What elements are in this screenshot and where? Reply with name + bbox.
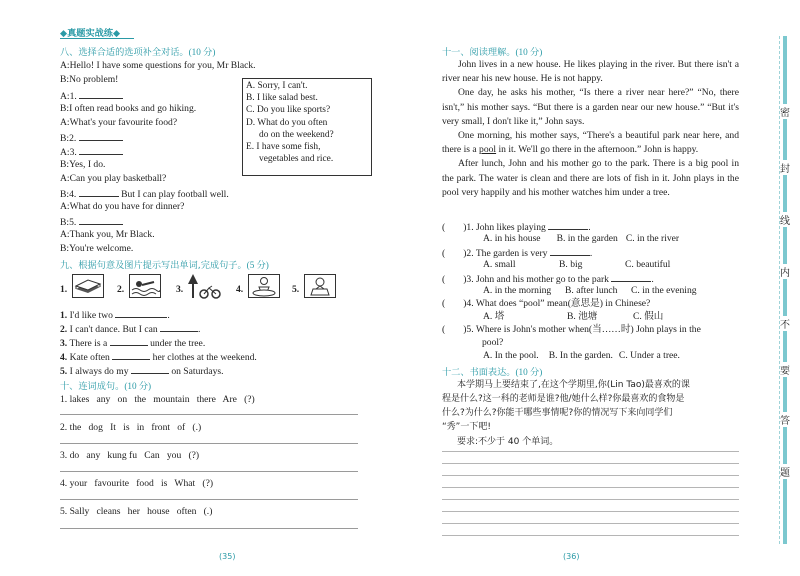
answer-line[interactable] xyxy=(60,528,358,529)
seal-char: 密 xyxy=(780,104,790,119)
writing-line[interactable] xyxy=(442,535,739,536)
pic-label: 1. xyxy=(60,284,68,295)
washing-clothes-picture xyxy=(248,274,280,298)
passage-paragraph: John lives in a new house. He likes playing in the river. But there isn't a river near his new house. He is not happy. xyxy=(442,59,739,85)
question-line: ( )2. The garden is very . xyxy=(442,248,593,259)
writing-line[interactable] xyxy=(442,511,739,512)
answer-blank[interactable] xyxy=(115,308,167,318)
option-a: A. Sorry, I can't. xyxy=(246,81,308,91)
writing-prompt-line: 本学期马上要结束了,在这个学期里,你(Lin Tao)最喜欢的课 xyxy=(457,380,690,390)
pic-label: 2. xyxy=(117,284,125,295)
question-line: ( )1. John likes playing . xyxy=(442,222,591,233)
answer-blank[interactable] xyxy=(79,215,123,225)
answer-blank[interactable] xyxy=(79,89,123,99)
scrambled-sentence: 1. lakes any on the mountain there Are (?) xyxy=(60,394,255,405)
option-d: D. What do you often xyxy=(246,117,328,128)
question-line: ( )5. Where is John's mother when(当……时) John plays in the xyxy=(442,324,701,335)
passage-paragraph: After lunch, John and his mother go to the park. There is a big pool in the park. The water is clean and there are lots of fish in it. John plays in the pool very happily and his mother watches him under a tree. xyxy=(442,158,739,198)
dialogue-line: A:3. xyxy=(60,145,123,159)
answer-blank[interactable] xyxy=(131,364,169,374)
dialogue-line: A:Hello! I have some questions for you, Mr Black. xyxy=(60,60,256,71)
option-row: A. In the pool. B. In the garden. C. Under a tree. xyxy=(483,350,680,361)
dialogue-line: A:Thank you, Mr Black. xyxy=(60,229,155,240)
question-line: ( )3. John and his mother go to the park . xyxy=(442,274,654,285)
answer-blank[interactable] xyxy=(548,220,588,230)
scrambled-sentence: 2. the dog It is in front of (.) xyxy=(60,422,202,433)
dialogue-line: A:1. xyxy=(60,89,123,103)
seal-char: 不 xyxy=(780,316,790,331)
seal-line-sidebar xyxy=(770,0,800,576)
answer-blank[interactable] xyxy=(611,272,651,282)
dialogue-line: B:You're welcome. xyxy=(60,243,134,254)
option-row: A. small B. big C. beautiful xyxy=(483,259,671,270)
writing-prompt-line: 什么?为什么?你能干哪些事情呢?你的情况写下来向同学们 xyxy=(442,408,673,418)
question-line-cont: pool? xyxy=(482,337,504,348)
pic-label: 4. xyxy=(236,284,244,295)
option-row: A. in the morning B. after lunch C. in the evening xyxy=(483,285,697,296)
dialogue-line: B:4. But I can play football well. xyxy=(60,189,229,200)
answer-blank[interactable] xyxy=(79,187,119,197)
answer-line[interactable] xyxy=(60,499,358,500)
dialogue-line: A:Can you play basketball? xyxy=(60,173,167,184)
answer-blank[interactable] xyxy=(79,131,123,141)
answer-line[interactable] xyxy=(60,443,358,444)
sec9-item: 2. I can't dance. But I can . xyxy=(60,324,201,335)
answer-blank[interactable] xyxy=(79,145,123,155)
writing-prompt-line: 程是什么?这一科的老师是谁?他/她什么样?你最喜欢的食物是 xyxy=(442,394,685,404)
page-number-left: (35) xyxy=(219,552,236,561)
section-8-title: 八、选择合适的选项补全对话。(10 分) xyxy=(60,47,216,58)
answer-line[interactable] xyxy=(60,471,358,472)
passage-paragraph: One morning, his mother says, “There's a beautiful park near here, and there is a pool in it. We'll go there in the afternoon.” John is happy. xyxy=(442,130,739,156)
options-box xyxy=(242,78,372,176)
seal-char: 线 xyxy=(780,212,790,227)
dialogue-line: B:No problem! xyxy=(60,74,119,85)
page-number-right: (36) xyxy=(563,552,580,561)
option-e: E. I have some fish, xyxy=(246,142,321,153)
requirement: 要求:不少于 40 个单词。 xyxy=(457,437,559,447)
section-10-title: 十、连词成句。(10 分) xyxy=(60,381,152,392)
dialogue-line: A:What do you have for dinner? xyxy=(60,201,185,212)
sec9-item: 1. I'd like two . xyxy=(60,310,170,321)
writing-line[interactable] xyxy=(442,475,739,476)
dialogue-line: A:What's your favourite food? xyxy=(60,117,178,128)
answer-blank[interactable] xyxy=(160,322,198,332)
sec9-item: 3. There is a under the tree. xyxy=(60,338,206,349)
option-row: A. in his house B. in the garden C. in the river xyxy=(483,233,680,244)
dialogue-line: B:Yes, I do. xyxy=(60,159,106,170)
writing-line[interactable] xyxy=(442,487,739,488)
seal-char: 要 xyxy=(780,362,790,377)
section-12-title: 十二、书面表达。(10 分) xyxy=(442,367,543,378)
passage-paragraph: One day, he asks his mother, “Is there a river near here?” “No, there isn't,” his mother says. “But there is a garden near our new house.” “But it's very small, I don't like it,” John says. xyxy=(442,87,739,127)
dialogue-line: B:2. xyxy=(60,131,123,145)
homework-picture xyxy=(304,274,336,298)
scrambled-sentence: 4. your favourite food is What (?) xyxy=(60,478,214,489)
reading-passage xyxy=(442,58,739,200)
dialogue-line: B:5. xyxy=(60,215,123,229)
writing-line[interactable] xyxy=(442,463,739,464)
writing-line[interactable] xyxy=(442,451,739,452)
writing-line[interactable] xyxy=(442,523,739,524)
answer-blank[interactable] xyxy=(550,246,590,256)
scrambled-sentence: 5. Sally cleans her house often (.) xyxy=(60,506,213,517)
pic-label: 5. xyxy=(292,284,300,295)
option-d-cont: do on the weekend? xyxy=(259,129,334,140)
option-c: C. Do you like sports? xyxy=(246,105,331,116)
seal-char: 题 xyxy=(780,464,790,479)
writing-line[interactable] xyxy=(442,499,739,500)
seal-char: 封 xyxy=(780,160,790,175)
answer-line[interactable] xyxy=(60,414,358,415)
answer-blank[interactable] xyxy=(110,336,148,346)
writing-prompt-line: “秀”一下吧! xyxy=(442,422,491,432)
swimming-picture xyxy=(129,274,161,298)
banner-underline xyxy=(60,38,134,39)
pic-label: 3. xyxy=(176,284,184,295)
seal-char: 答 xyxy=(780,412,790,427)
answer-blank[interactable] xyxy=(112,350,150,360)
dialogue-line: B:I often read books and go hiking. xyxy=(60,103,197,114)
question-line: ( )4. What does “pool” mean(意思是) in Chinese? xyxy=(442,298,651,309)
sec9-item: 4. Kate often her clothes at the weekend. xyxy=(60,352,257,363)
tree-bike-picture xyxy=(188,272,222,300)
sec9-item: 5. I always do my on Saturdays. xyxy=(60,366,224,377)
seal-char: 内 xyxy=(780,264,790,279)
banner: ◆真题实战练◆ xyxy=(60,28,121,39)
option-row: A. 塔 B. 池塘 C. 假山 xyxy=(483,311,664,322)
option-e-cont: vegetables and rice. xyxy=(259,154,334,165)
section-11-title: 十一、阅读理解。(10 分) xyxy=(442,47,543,58)
scrambled-sentence: 3. do any kung fu Can you (?) xyxy=(60,450,200,461)
option-b: B. I like salad best. xyxy=(246,93,318,104)
sandwich-picture xyxy=(72,274,104,298)
section-9-title: 九、根据句意及图片提示写出单词,完成句子。(5 分) xyxy=(60,260,269,271)
underlined-word: pool xyxy=(479,144,497,156)
